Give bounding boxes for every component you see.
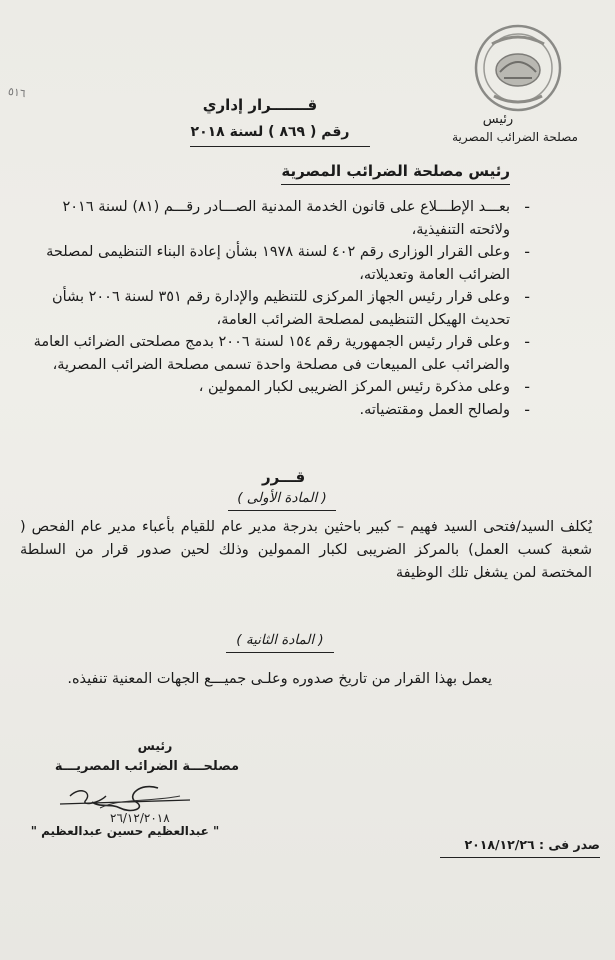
- recital-text: وعلى قرار رئيس الجهاز المركزى للتنظيم والإدارة رقم ٣٥١ لسنة ٢٠٠٦ بشأن تحديث الهيكل التنظيمى لمصلحة الضرائب العامة،: [51, 289, 510, 328]
- bullet-icon: -: [524, 242, 530, 261]
- article-2-underline: [226, 652, 334, 653]
- signatory-title: رئيس: [137, 738, 173, 753]
- recital-item: [20, 196, 530, 241]
- margin-note: ٥١٦: [7, 84, 27, 101]
- signatory-authority: مصلحـــة الضرائب المصريـــة: [54, 759, 240, 774]
- handwritten-signature-icon: [40, 778, 210, 826]
- issued-label: صدر فى :: [538, 837, 600, 852]
- issuer-heading-underline: [281, 184, 510, 185]
- signatory-name: " عبدالعظيم حسين عبدالعظيم ": [30, 824, 220, 838]
- article-1-text: يُكلف السيد/فتحى السيد فهيم – كبير باحثين بدرجة مدير عام للقيام بأعباء مدير عام الفحص ( شعبة كسب العمل) بالمركز الضريبى لكبار الممولين وذلك لحين صدور قرار من السلطة المختصة لمن يشغل تلك الوظيفة: [20, 519, 592, 581]
- recital-item: [20, 286, 530, 331]
- decision-number-underline: [190, 146, 370, 147]
- issued-underline: [440, 857, 600, 858]
- article-2-title-text: ( المادة الثانية ): [236, 632, 324, 648]
- recital-text: ولصالح العمل ومقتضياته.: [359, 401, 510, 418]
- decision-number: [150, 124, 390, 140]
- issuer-heading: [281, 162, 510, 180]
- recital-text: بعـــد الإطـــلاع على قانون الخدمة المدنية الصـــادر رقـــم (٨١) لسنة ٢٠١٦ ولائحته التنفيذية،: [62, 199, 510, 238]
- bullet-icon: -: [524, 197, 530, 216]
- recital-text: وعلى القرار الوزارى رقم ٤٠٢ لسنة ١٩٧٨ بشأن إعادة البناء التنظيمى لمصلحة الضرائب العامة وتعديلاته،: [46, 244, 510, 283]
- issued-date-line: [440, 837, 600, 852]
- authority-name: مصلحة الضرائب المصرية: [452, 130, 578, 144]
- recital-item: [20, 241, 530, 286]
- recital-item: [20, 376, 530, 399]
- recital-item: [20, 399, 530, 422]
- article-2-text: يعمل بهذا القرار من تاريخ صدوره وعلـى جميـــع الجهات المعنية تنفيذه.: [67, 671, 492, 687]
- recital-text: وعلى مذكرة رئيس المركز الضريبى لكبار الممولين ،: [198, 379, 510, 395]
- official-seal-icon: [472, 22, 564, 114]
- decision-number-text: رقم ( ٨٦٩ ) لسنة ٢٠١٨: [190, 124, 350, 140]
- bullet-icon: -: [524, 377, 530, 396]
- bullet-icon: -: [524, 332, 530, 351]
- signature-date: ٢٦/١٢/٢٠١٨: [110, 811, 170, 825]
- article-1-title: [222, 490, 342, 506]
- bullet-icon: -: [524, 399, 530, 419]
- article-2-title: [220, 632, 340, 648]
- authority-title: رئيس: [482, 112, 514, 127]
- issued-date: ٢٠١٨/١٢/٢٦: [464, 837, 535, 852]
- decides-heading: قـــرر: [262, 468, 306, 486]
- recital-text: وعلى قرار رئيس الجمهورية رقم ١٥٤ لسنة ٢٠٠٦ بدمج مصلحتى الضرائب العامة والضرائب على المبيعات فى مصلحة واحدة تسمى مصلحة الضرائب المصرية،: [33, 334, 510, 373]
- recital-item: [20, 331, 530, 376]
- article-1-underline: [228, 510, 336, 511]
- issuer-heading-text: رئيس مصلحة الضرائب المصرية: [281, 162, 510, 180]
- article-1-title-text: ( المادة الأولى ): [237, 490, 327, 506]
- recitals-list: [20, 196, 530, 421]
- decision-title: قـــــــرار إداري: [202, 96, 318, 114]
- bullet-icon: -: [524, 287, 530, 306]
